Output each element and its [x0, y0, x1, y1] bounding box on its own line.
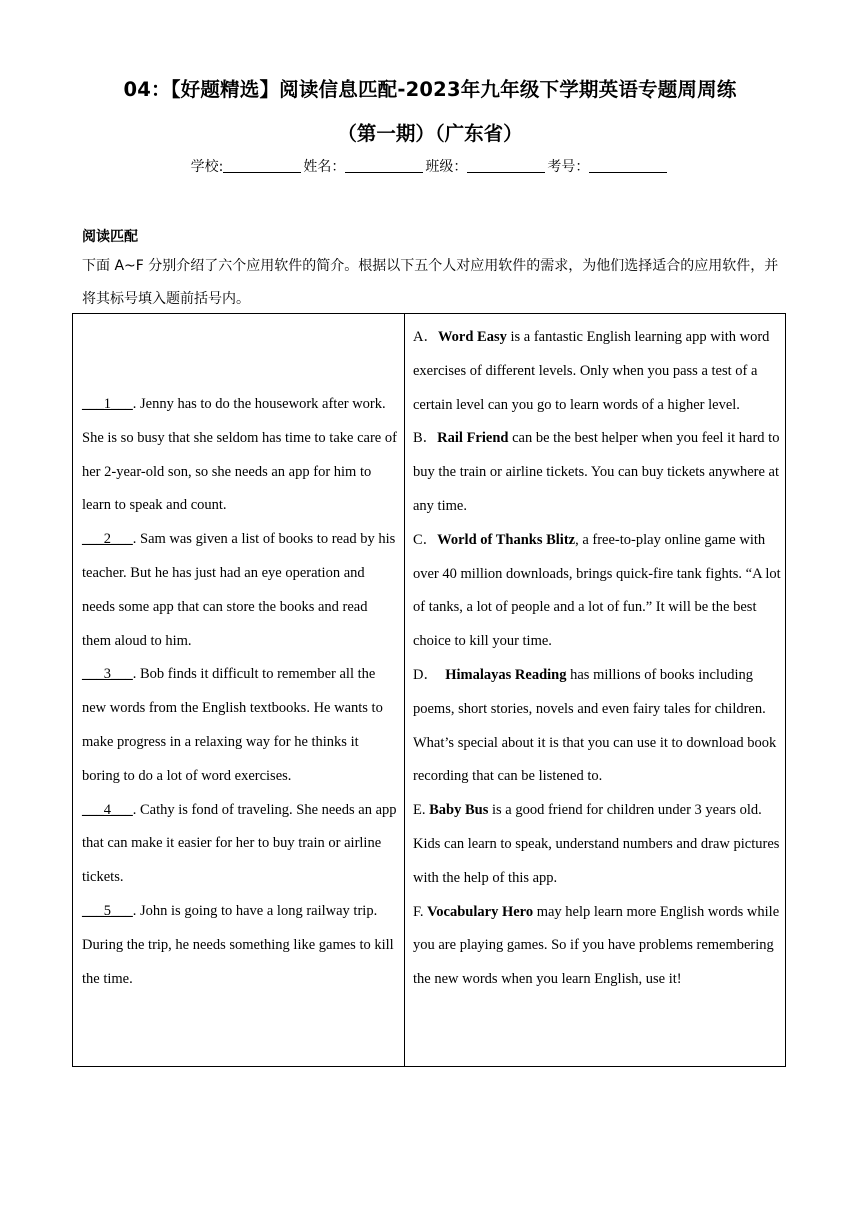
options-column [413, 321, 781, 997]
section-instructions: 下面 A~F 分别介绍了六个应用软件的简介。根据以下五个人对应用软件的需求，为他们选择适合的应用软件，并将其标号填入题前括号内。 [82, 258, 779, 307]
option-letter: A． [413, 329, 438, 345]
answer-blank[interactable]: ___1___ [82, 396, 133, 412]
answer-blank[interactable]: ___2___ [82, 531, 133, 548]
page-title: 04：【好题精选】阅读信息匹配-2023年九年级下学期英语专题周周练 [123, 78, 737, 101]
question-text: . Jenny has to do the housework after work. She is so busy that she seldom has time to take care of her 2-year-old son, so she needs an app for him to learn to speak and count. [82, 396, 397, 514]
option-letter: E. [413, 802, 430, 819]
question-text: . Bob finds it difficult to remember all the new words from the English textbooks. He wants to make progress in a relaxing way for he thinks it boring to do a lot of word exercises. [82, 666, 383, 784]
question-item [82, 523, 400, 658]
exam-number-label: 考号： [547, 159, 590, 175]
option-text: is a good friend for children under 3 years old. Kids can learn to speak, understand numbers and draw pictures with the help of this app. [413, 802, 780, 886]
option-text: may help learn more English words while you are playing games. So if you have problems remembering the new words when you learn English, use it! [413, 903, 780, 988]
option-text: is a fantastic English learning app with word exercises of different levels. Only when you pass a test of a certain level can you go to learn words of a higher level. [413, 329, 770, 413]
name-blank[interactable] [345, 158, 423, 173]
option-text: has millions of books including poems, short stories, novels and even fairy tales for children. What’s special about it is that you can use it to download book recording that can be listened to. [413, 666, 777, 785]
class-blank[interactable] [467, 158, 545, 173]
app-name: Baby Bus [429, 802, 489, 819]
question-text: . Cathy is fond of traveling. She needs an app that can make it easier for her to buy train or airline tickets. [82, 801, 397, 886]
option-item [413, 794, 781, 895]
question-text: . Sam was given a list of books to read by his teacher. But he has just had an eye operation and needs some app that can store the books and read them aloud to him. [82, 531, 396, 649]
option-item [413, 896, 781, 997]
page-subtitle: （第一期）（广东省） [337, 122, 523, 145]
option-letter: B． [413, 430, 438, 447]
option-item [413, 422, 781, 523]
app-name: Vocabulary Hero [427, 903, 534, 920]
answer-blank[interactable]: ___4___ [82, 801, 133, 818]
section-heading: 阅读匹配 [82, 229, 138, 245]
question-item [82, 794, 400, 895]
option-text: , a free-to-play online game with over 40 million downloads, brings quick-fire tank fights. “A lot of tanks, a lot of people and a lot of fun.” It will be the best choice to kill your time. [413, 531, 781, 650]
answer-blank[interactable]: ___5___ [82, 902, 133, 919]
option-letter: D． [413, 666, 446, 683]
app-name: Himalayas Reading [445, 666, 567, 683]
table-column-divider [404, 313, 405, 1067]
name-label: 姓名： [303, 159, 346, 175]
question-item [82, 895, 400, 996]
option-item [413, 321, 781, 422]
app-name: World of Thanks Blitz [437, 531, 576, 548]
school-label: 学校: [190, 159, 224, 175]
option-item [413, 659, 781, 794]
school-blank[interactable] [223, 158, 301, 173]
option-letter: F. [413, 903, 428, 920]
class-label: 班级： [425, 159, 468, 175]
exam-number-blank[interactable] [589, 158, 667, 173]
answer-blank[interactable]: ___3___ [82, 666, 133, 683]
student-info-line [0, 156, 860, 176]
option-letter: C． [413, 531, 438, 548]
option-item [413, 524, 781, 659]
option-text: can be the best helper when you feel it hard to buy the train or airline tickets. You can buy tickets anywhere at any time. [413, 430, 780, 514]
questions-column [82, 388, 400, 996]
question-item [82, 388, 400, 523]
app-name: Rail Friend [437, 430, 509, 447]
question-item [82, 658, 400, 793]
question-text: . John is going to have a long railway trip. During the trip, he needs something like games to kill the time. [82, 902, 394, 987]
app-name: Word Easy [437, 329, 507, 345]
